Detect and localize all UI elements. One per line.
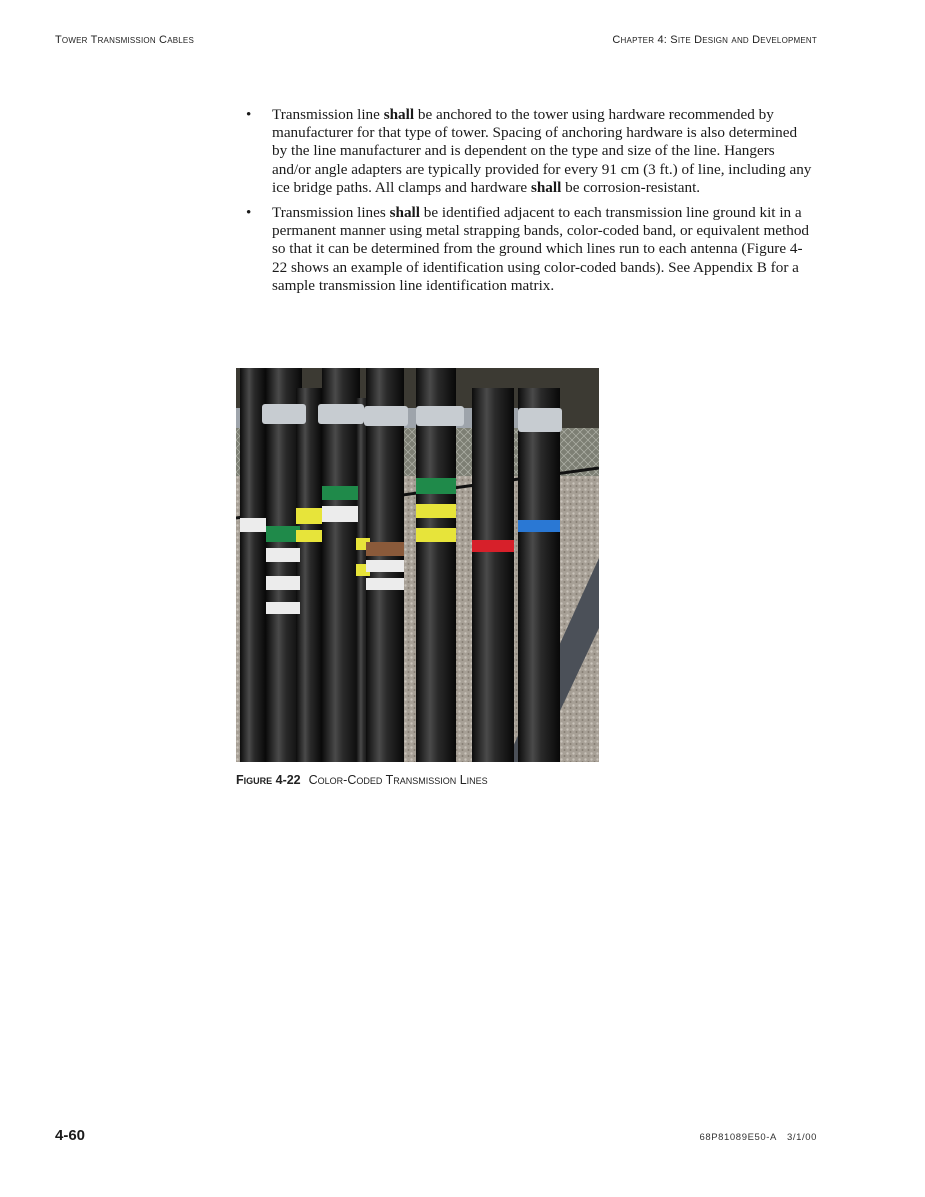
bullet-text: Transmission line shall be anchored to the tower using hardware recommended by manufacturer for that type of tower. Spacing of anchoring hardware is also determined by the line manufacturer and is dependent on the type and size of the line. Hangers and/or angle adapters are typically provided for every 91 cm (3 ft.) of line, including any ice bridge paths. All clamps and hardware shall be corrosion-resistant. bbox=[272, 106, 812, 196]
figure-caption bbox=[236, 773, 488, 787]
cable bbox=[472, 388, 514, 762]
bullet-item bbox=[246, 106, 816, 197]
band-white bbox=[266, 548, 300, 562]
figure-title: Color-Coded Transmission Lines bbox=[308, 773, 488, 787]
running-header-left: Tower Transmission Cables bbox=[55, 34, 194, 46]
band-yellow bbox=[296, 508, 322, 524]
bullet-text: Transmission lines shall be identified adjacent to each transmission line ground kit in a permanent manner using metal strapping bands, color-coded band, or equivalent method so that it can be determined from the ground which lines run to each antenna (Figure 4-22 shows an example of identification using color-coded bands). See Appendix B for a sample transmission line identification matrix. bbox=[272, 204, 810, 294]
running-header-right: Chapter 4: Site Design and Development bbox=[612, 34, 817, 46]
clamp bbox=[518, 408, 562, 432]
cable bbox=[296, 388, 322, 762]
doc-date: 3/1/00 bbox=[786, 1132, 817, 1143]
band-white bbox=[322, 506, 358, 522]
figure-photo bbox=[236, 368, 599, 762]
band-yellow bbox=[296, 530, 322, 542]
band-blue bbox=[518, 520, 560, 532]
band-white bbox=[240, 518, 266, 532]
cable bbox=[240, 368, 266, 762]
clamp bbox=[318, 404, 364, 424]
clamp bbox=[262, 404, 306, 424]
shall-emphasis: shall bbox=[383, 106, 415, 123]
band-white bbox=[266, 602, 300, 614]
band-brown bbox=[366, 542, 404, 556]
band-green bbox=[416, 478, 456, 494]
shall-emphasis: shall bbox=[389, 204, 420, 222]
clamp bbox=[364, 406, 408, 426]
figure-number: Figure 4-22 bbox=[236, 773, 301, 787]
page-number: 4-60 bbox=[55, 1127, 86, 1144]
clamp bbox=[416, 406, 464, 426]
bullet-item bbox=[246, 204, 816, 295]
cable bbox=[322, 368, 360, 762]
bullet-marker: • bbox=[246, 204, 252, 222]
cable bbox=[416, 368, 456, 762]
bullet-marker: • bbox=[246, 106, 252, 123]
band-green bbox=[322, 486, 358, 500]
band-yellow bbox=[416, 528, 456, 542]
band-white bbox=[266, 576, 300, 590]
band-green bbox=[266, 526, 300, 542]
transmission-lines-photo bbox=[236, 368, 599, 762]
cable bbox=[518, 388, 560, 762]
doc-number: 68P81089E50-A bbox=[699, 1132, 777, 1143]
body-text bbox=[246, 106, 816, 302]
band-white bbox=[366, 578, 404, 590]
shall-emphasis: shall bbox=[530, 178, 562, 196]
band-white bbox=[366, 560, 404, 572]
band-red bbox=[472, 540, 514, 552]
band-yellow bbox=[416, 504, 456, 518]
document-id bbox=[699, 1132, 817, 1143]
